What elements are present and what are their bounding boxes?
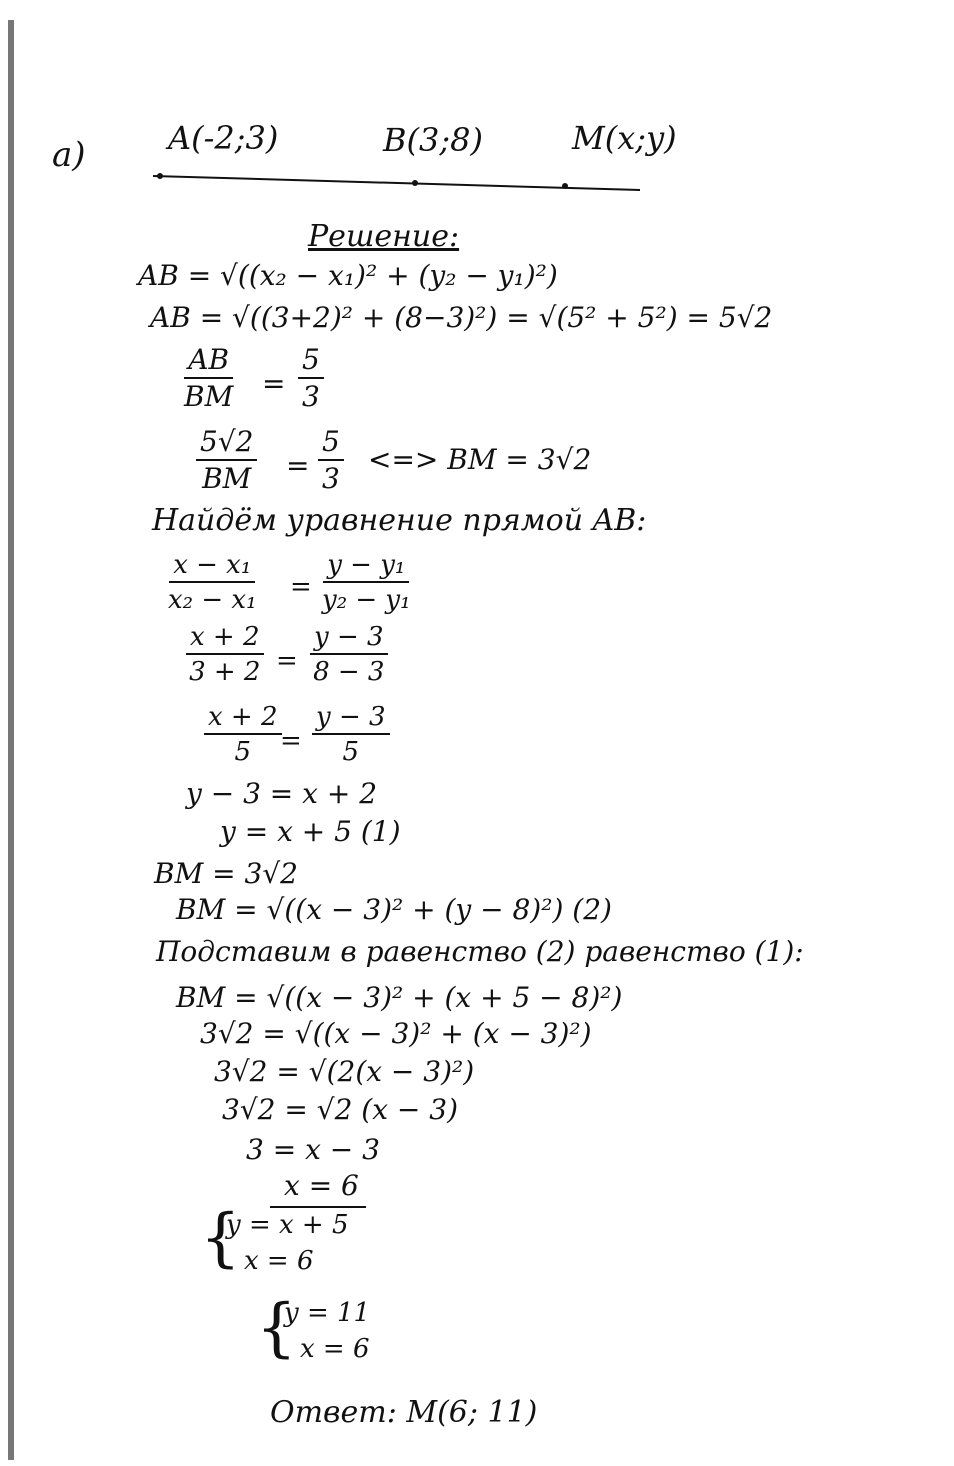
point-a: A(-2;3) [168,119,279,157]
ratio2-right-numerator: 5 [318,428,344,461]
eq2-left-numerator: x + 2 [186,624,264,655]
dot-b [412,180,418,186]
eq5: y = x + 5 (1) [220,815,401,848]
ratio1-left-fraction [184,343,234,413]
eq2-left-fraction [186,624,264,685]
eq3-left-fraction [204,704,282,765]
eq3-right-numerator: y − 3 [312,704,390,735]
ratio2-equals: = [286,449,310,482]
eq2-right-denominator: 8 − 3 [313,657,385,687]
eq3-right-fraction [312,704,390,765]
ratio2-left-fraction [196,425,257,495]
part-label: а) [52,135,86,175]
ratio1-right-numerator: 5 [298,346,324,379]
eq1-right-fraction [322,552,411,613]
ratio1-numerator: AB [184,346,233,379]
point-b: B(3;8) [383,121,483,159]
step4: 3 = x − 3 [246,1133,380,1166]
system1-brace: { [200,1201,241,1275]
ab-calculation: AB = √((3+2)² + (8−3)²) = √(5² + 5²) = 5√2 [150,301,773,334]
bm-value: BM = 3√2 [154,857,298,890]
ratio1-equals: = [262,367,286,400]
ratio2-right-denominator: 3 [322,462,340,495]
eq2-right-fraction [310,624,388,685]
ab-formula: AB = √((x₂ − x₁)² + (y₂ − y₁)²) [138,259,558,292]
ratio2-conclusion: <=> BM = 3√2 [368,443,592,476]
eq1-equals: = [290,572,312,602]
ratio2-numerator: 5√2 [196,428,257,461]
eq1-right-denominator: y₂ − y₁ [322,585,411,615]
step1: 3√2 = √((x − 3)² + (x − 3)²) [200,1017,592,1050]
bm-formula: BM = √((x − 3)² + (y − 8)²) (2) [176,893,612,926]
system2-line1: y = 11 [284,1298,371,1328]
bm-substituted: BM = √((x − 3)² + (x + 5 − 8)²) [176,981,623,1014]
ratio1-denominator: BM [184,380,234,413]
segment-line [0,0,954,220]
ratio2-denominator: BM [202,462,252,495]
scan-edge [8,20,14,1460]
step2: 3√2 = √(2(x − 3)²) [214,1055,475,1088]
ratio1-right-fraction [298,343,324,413]
eq3-equals: = [280,726,302,756]
system1-line2: x = 6 [244,1246,314,1276]
dot-a [157,173,163,179]
point-m: M(x;y) [572,119,677,157]
eq1-right-numerator: y − y₁ [323,552,409,583]
solution-title: Решение: [308,219,460,254]
eq3-left-numerator: x + 2 [204,704,282,735]
eq3-right-denominator: 5 [342,737,360,767]
eq2-left-denominator: 3 + 2 [189,657,261,687]
eq3-left-denominator: 5 [234,737,252,767]
eq2-equals: = [276,646,298,676]
system1-line1: y = x + 5 [226,1210,349,1240]
answer: Ответ: M(6; 11) [270,1395,538,1430]
eq1-left-numerator: x − x₁ [169,552,255,583]
dot-m [562,183,568,189]
system2-brace: { [256,1291,297,1365]
eq1-left-denominator: x₂ − x₁ [168,585,257,615]
ratio2-right-fraction [318,425,344,495]
step5-underline [270,1206,366,1208]
step5: x = 6 [284,1169,359,1202]
ratio1-right-denominator: 3 [302,380,320,413]
eq4: y − 3 = x + 2 [186,777,378,810]
line-equation-heading: Найдём уравнение прямой AB: [152,503,647,538]
eq2-right-numerator: y − 3 [310,624,388,655]
substitution-note: Подставим в равенство (2) равенство (1): [156,935,804,968]
step3: 3√2 = √2 (x − 3) [222,1093,459,1126]
system2-line2: x = 6 [300,1334,370,1364]
eq1-left-fraction [168,552,257,613]
